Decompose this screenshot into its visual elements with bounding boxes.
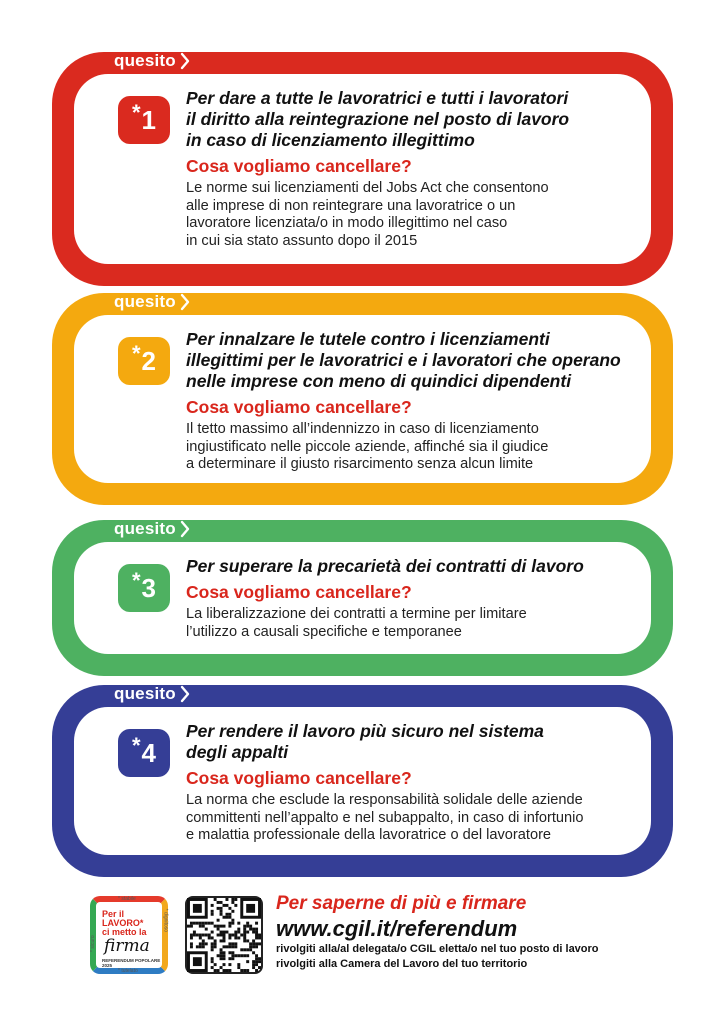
asterisk-icon: * [131, 733, 141, 758]
question-content [186, 721, 633, 845]
question-subtitle: Cosa vogliamo cancellare? [186, 156, 412, 176]
question-title-line: Per rendere il lavoro più sicuro nel sistema [186, 721, 544, 741]
question-title [186, 88, 633, 151]
question-body [186, 180, 633, 250]
footer-text [276, 892, 599, 972]
card-body [74, 315, 651, 483]
footer-url-link[interactable]: www.cgil.it/referendum [276, 916, 518, 941]
question-body [186, 606, 633, 641]
question-title-line: degli appalti [186, 742, 289, 762]
question-tab [114, 49, 190, 73]
question-content [186, 88, 633, 250]
question-content [186, 329, 633, 474]
question-body-line: e malattia professionale della lavoratrice o del lavoratore [186, 827, 552, 843]
question-tab [114, 290, 190, 314]
question-subtitle: Cosa vogliamo cancellare? [186, 582, 412, 602]
question-body-line: committenti nell’appalto e nel subappalto, in caso di infortunio [186, 809, 584, 826]
question-number-badge [118, 337, 170, 385]
question-body-line: lavoratore licenziata/o in modo illegittimo nel caso [186, 215, 508, 231]
question-body-line: l’utilizzo a causali specifiche e temporanee [186, 623, 462, 640]
question-number: 3 [141, 572, 157, 603]
question-number: 4 [141, 737, 157, 768]
chevron-right-icon [180, 685, 190, 703]
question-body-line: Le norme sui licenziamenti del Jobs Act che consentono [186, 180, 549, 196]
logo-text [102, 910, 147, 937]
logo-line2: LAVORO* [102, 918, 144, 928]
question-body-line: alle imprese di non reintegrare una lavoratrice o un [186, 197, 516, 214]
logo-line3: ci metto la [102, 927, 147, 937]
question-number-badge [118, 564, 170, 612]
question-body-line: ingiustificato nelle piccole aziende, affinché sia il giudice [186, 438, 549, 455]
logo-firma: firma [104, 936, 150, 956]
question-card-2 [52, 293, 673, 505]
question-number-badge [118, 96, 170, 144]
card-body [74, 74, 651, 264]
footer-line1: rivolgiti alla/al delegata/o CGIL eletta/o nel tuo posto di lavoro [276, 943, 599, 955]
question-content [186, 556, 633, 641]
question-number: 1 [141, 104, 157, 135]
question-subtitle: Cosa vogliamo cancellare? [186, 397, 412, 417]
question-body-line: Il tetto massimo all’indennizzo in caso di licenziamento [186, 421, 539, 437]
question-title-line: Per dare a tutte le lavoratrici e tutti i lavoratori [186, 88, 569, 108]
tab-label: quesito [114, 292, 176, 311]
question-title-line: nelle imprese con meno di quindici dipendenti [186, 371, 572, 391]
chevron-right-icon [180, 52, 190, 70]
footer-intro: Per saperne di più e firmare [276, 893, 527, 914]
question-tab [114, 682, 190, 706]
question-body [186, 421, 633, 474]
question-card-1 [52, 52, 673, 286]
logo-subtitle: REFERENDUM POPOLARE 2025 [102, 958, 161, 968]
asterisk-icon: * [131, 341, 141, 366]
question-number-badge [118, 729, 170, 777]
question-body-line: La norma che esclude la responsabilità solidale delle aziende [186, 792, 583, 808]
logo-tag-right: * dignitoso [162, 908, 168, 932]
tab-label: quesito [114, 684, 176, 703]
question-title-line: Per innalzare le tutele contro i licenziamenti [186, 329, 550, 349]
question-title-line: il diritto alla reintegrazione nel posto di lavoro [186, 109, 570, 129]
campaign-logo [90, 896, 168, 974]
question-card-3 [52, 520, 673, 676]
chevron-right-icon [180, 293, 190, 311]
question-title [186, 556, 633, 577]
question-body-line: a determinare il giusto risarcimento senza alcun limite [186, 456, 534, 472]
question-body-line: in cui sia stato assunto dopo il 2015 [186, 232, 418, 249]
footer-line2: rivolgiti alla Camera del Lavoro del tuo territorio [276, 958, 528, 970]
question-subtitle: Cosa vogliamo cancellare? [186, 768, 412, 788]
question-number: 2 [141, 345, 157, 376]
chevron-right-icon [180, 520, 190, 538]
question-body-line: La liberalizzazione dei contratti a termine per limitare [186, 606, 527, 622]
question-title-line: illegittimi per le lavoratrici e i lavoratori che operano [186, 350, 621, 370]
qr-code-graphic [187, 898, 261, 972]
qr-code[interactable] [185, 896, 263, 974]
question-title [186, 721, 633, 763]
logo-line1: Per il [102, 909, 125, 919]
card-body [74, 542, 651, 654]
asterisk-icon: * [131, 100, 141, 125]
tab-label: quesito [114, 51, 176, 70]
logo-tag-bottom: * tutelato [118, 968, 138, 974]
question-body [186, 792, 633, 845]
footer [90, 892, 690, 982]
question-card-4 [52, 685, 673, 877]
question-title-line: Per superare la precarietà dei contratti di lavoro [186, 556, 584, 576]
tab-label: quesito [114, 519, 176, 538]
logo-tag-left: * sicuro [90, 935, 96, 952]
question-title [186, 329, 633, 392]
question-tab [114, 517, 190, 541]
question-title-line: in caso di licenziamento illegittimo [186, 130, 475, 150]
card-body [74, 707, 651, 855]
logo-tag-top: * stabile [118, 896, 136, 902]
asterisk-icon: * [131, 568, 141, 593]
